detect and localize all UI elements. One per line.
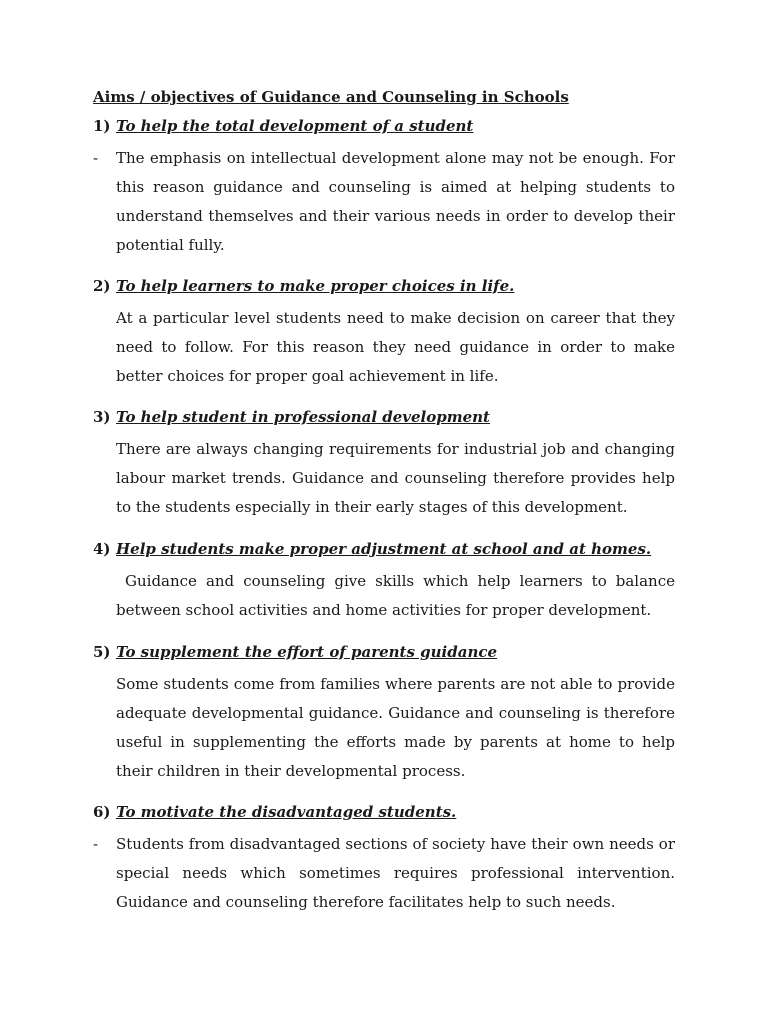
section-heading [93,641,675,663]
section-body [93,304,675,391]
section-paragraph: Some students come from families where parents are not able to provide adequate developmental guidance. Guidance and counseling is therefore useful in supplementing the efforts made by parents at home to help their children in their developmental process. [116,675,675,780]
section-heading-text: To motivate the disadvantaged students. [116,803,457,821]
section-paragraph: Guidance and counseling give skills which help learners to balance between school activities and home activities for proper development. [116,572,675,619]
section-body [93,567,675,625]
section-heading [93,115,675,137]
section-heading-text: To help learners to make proper choices in life. [116,277,515,295]
section-paragraph: The emphasis on intellectual development alone may not be enough. For this reason guidance and counseling is aimed at helping students to understand themselves and their various needs in order to develop their potential fully. [116,149,675,254]
section-paragraph: At a particular level students need to make decision on career that they need to follow. For this reason they need guidance in order to make better choices for proper goal achievement in life. [116,309,675,385]
section-paragraph: There are always changing requirements for industrial job and changing labour market trends. Guidance and counseling therefore provides help to the students especially in their early stages of this development. [116,440,675,516]
section-4 [93,538,675,625]
section-heading [93,406,675,428]
section-number: 3) [93,408,111,426]
section-3 [93,406,675,522]
bullet-dash: - [93,149,99,167]
section-body [93,670,675,786]
section-heading [93,801,675,823]
section-5 [93,641,675,786]
section-heading [93,275,675,297]
section-6 [93,801,675,917]
section-heading-text: Help students make proper adjustment at school and at homes. [116,540,652,558]
section-number: 6) [93,803,111,821]
section-number: 2) [93,277,111,295]
section-number: 4) [93,540,111,558]
section-2 [93,275,675,391]
section-heading [93,538,675,560]
section-heading-text: To help the total development of a student [116,117,474,135]
bullet-dash: - [93,835,99,853]
section-body [93,435,675,522]
section-number: 1) [93,117,111,135]
section-paragraph: Students from disadvantaged sections of society have their own needs or special needs which sometimes requires professional intervention. Guidance and counseling therefore facilitates help to such needs. [116,835,675,911]
section-1 [93,115,675,260]
section-body [93,830,675,917]
section-heading-text: To supplement the effort of parents guidance [116,643,498,661]
section-heading-text: To help student in professional development [116,408,490,426]
section-body [93,144,675,260]
document-title: Aims / objectives of Guidance and Counseling in Schools [93,88,569,106]
section-number: 5) [93,643,111,661]
